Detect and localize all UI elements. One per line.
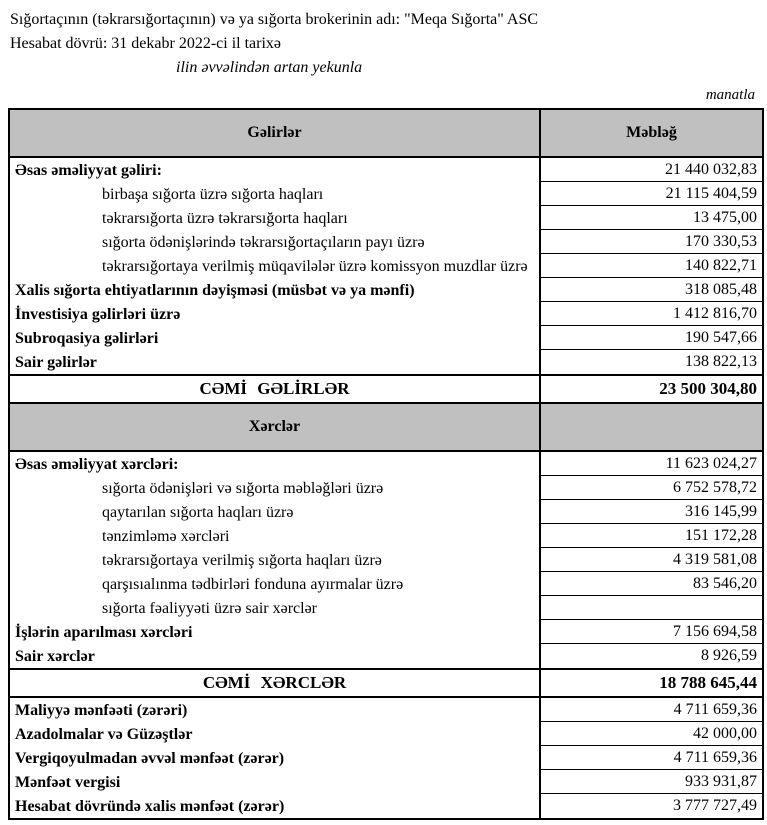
row-label: İşlərin aparılması xərcləri xyxy=(10,620,541,644)
row-amount: 83 546,20 xyxy=(541,572,762,596)
row-label: Subroqasiya gəlirləri xyxy=(10,326,541,350)
row-amount xyxy=(541,596,762,620)
table-row xyxy=(10,794,762,818)
row-label: Əsas əməliyyat gəliri: xyxy=(10,158,541,182)
row-amount: 42 000,00 xyxy=(541,722,762,746)
row-amount: 138 822,13 xyxy=(685,353,757,370)
row-label: Mənfəət vergisi xyxy=(10,770,541,794)
table-row xyxy=(10,302,762,326)
income-total-amount: 23 500 304,80 xyxy=(659,379,757,398)
amount-column-header: Məbləğ xyxy=(626,124,677,141)
table-row xyxy=(10,572,762,596)
row-label: qaytarılan sığorta haqları üzrə xyxy=(10,500,541,524)
row-label: Hesabat dövründə xalis mənfəət (zərər) xyxy=(10,794,541,818)
table-row xyxy=(10,596,762,620)
table-row xyxy=(10,350,762,374)
table-row xyxy=(10,644,762,668)
expense-section xyxy=(10,452,762,668)
row-label: sığorta ödənişləri və sığorta məbləğləri üzrə xyxy=(10,476,541,500)
expense-header-amount xyxy=(541,404,762,450)
income-section-header xyxy=(10,110,762,158)
row-amount: 21 115 404,59 xyxy=(541,182,762,206)
period-line: Hesabat dövrü: 31 dekabr 2022-ci il tarixə xyxy=(10,35,282,52)
row-label: sığorta fəaliyyəti üzrə sair xərclər xyxy=(10,596,541,620)
row-label: birbaşa sığorta üzrə sığorta haqları xyxy=(10,182,541,206)
company-line: Sığortaçının (təkrarsığortaçının) və ya sığorta brokerinin adı: "Meqa Sığorta" ASC xyxy=(10,11,539,28)
row-amount: 151 172,28 xyxy=(541,524,762,548)
table-row xyxy=(10,722,762,746)
expense-header-label: Xərclər xyxy=(10,404,541,450)
row-amount: 7 156 694,58 xyxy=(541,620,762,644)
row-amount: 4 711 659,36 xyxy=(541,698,762,722)
row-label: Sair gəlirlər xyxy=(10,350,541,374)
row-amount: 140 822,71 xyxy=(541,254,762,278)
expense-total-row xyxy=(10,668,762,698)
table-row xyxy=(10,278,762,302)
table-row xyxy=(10,698,762,722)
row-label: Sair xərclər xyxy=(10,644,541,668)
row-amount: 11 623 024,27 xyxy=(541,452,762,476)
income-total-label: CƏMİ GƏLİRLƏR xyxy=(10,376,541,402)
table-row xyxy=(10,500,762,524)
table-row xyxy=(10,524,762,548)
table-row xyxy=(10,548,762,572)
table-row xyxy=(10,326,762,350)
row-label: Azadolmalar və Güzəştlər xyxy=(10,722,541,746)
table-row xyxy=(10,476,762,500)
expense-total-label: CƏMİ XƏRCLƏR xyxy=(10,670,541,696)
table-row xyxy=(10,158,762,182)
row-amount: 3 777 727,49 xyxy=(673,797,757,814)
income-section xyxy=(10,158,762,374)
row-amount: 316 145,99 xyxy=(541,500,762,524)
expense-total-amount: 18 788 645,44 xyxy=(659,673,757,692)
row-label: qarşısıalınma tədbirləri fonduna ayırmalar üzrə xyxy=(10,572,541,596)
result-section xyxy=(10,698,762,818)
row-amount: 1 412 816,70 xyxy=(541,302,762,326)
row-label: Vergiqoyulmadan əvvəl mənfəət (zərər) xyxy=(10,746,541,770)
row-amount: 4 319 581,08 xyxy=(541,548,762,572)
income-total-row xyxy=(10,374,762,404)
row-label: tənzimləmə xərcləri xyxy=(10,524,541,548)
row-label: Əsas əməliyyat xərcləri: xyxy=(10,452,541,476)
table-row xyxy=(10,182,762,206)
row-amount: 318 085,48 xyxy=(541,278,762,302)
row-label: Xalis sığorta ehtiyatlarının dəyişməsi (müsbət və ya mənfi) xyxy=(10,278,541,302)
table-row xyxy=(10,452,762,476)
table-row xyxy=(10,746,762,770)
expense-section-header xyxy=(10,404,762,452)
row-label: təkrarsığortaya verilmiş sığorta haqları üzrə xyxy=(10,548,541,572)
row-amount: 190 547,66 xyxy=(541,326,762,350)
row-amount: 21 440 032,83 xyxy=(541,158,762,182)
table-row xyxy=(10,770,762,794)
row-amount: 13 475,00 xyxy=(541,206,762,230)
row-amount: 933 931,87 xyxy=(541,770,762,794)
row-label: sığorta ödənişlərində təkrarsığortaçıların payı üzrə xyxy=(10,230,541,254)
income-header-label: Gəlirlər xyxy=(10,110,541,156)
cumulative-note: ilin əvvəlindən artan yekunla xyxy=(176,59,363,76)
currency-note: manatla xyxy=(705,87,755,103)
row-label: İnvestisiya gəlirləri üzrə xyxy=(10,302,541,326)
row-label: təkrarsığorta üzrə təkrarsığorta haqları xyxy=(10,206,541,230)
financial-report-table xyxy=(8,108,764,820)
row-label: Maliyyə mənfəəti (zərəri) xyxy=(10,698,541,722)
table-row xyxy=(10,230,762,254)
document-header xyxy=(0,0,767,104)
table-row xyxy=(10,254,762,278)
row-amount: 170 330,53 xyxy=(541,230,762,254)
row-amount: 8 926,59 xyxy=(701,647,757,664)
row-amount: 4 711 659,36 xyxy=(541,746,762,770)
table-row xyxy=(10,206,762,230)
row-amount: 6 752 578,72 xyxy=(541,476,762,500)
table-row xyxy=(10,620,762,644)
row-label: təkrarsığortaya verilmiş müqavilələr üzrə komissyon muzdlar üzrə xyxy=(10,254,541,278)
